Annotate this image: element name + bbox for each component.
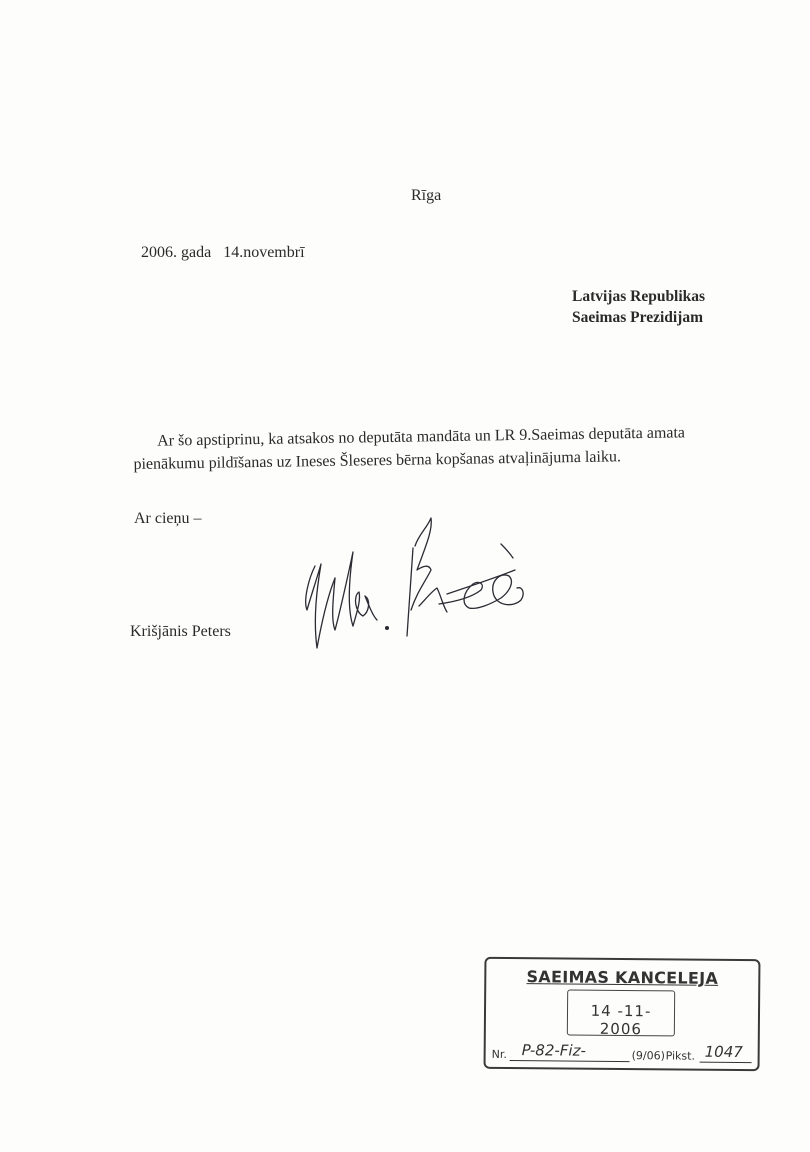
stamp-year-code: (9/06)	[631, 1049, 665, 1063]
stamp-nr-label: Nr.	[491, 1047, 507, 1061]
stamp-nr-underline	[510, 1060, 630, 1062]
city: Rīga	[411, 187, 442, 204]
handwritten-signature	[295, 508, 530, 658]
recipient-line-2: Saeimas Prezidijam	[572, 309, 704, 326]
body-line-1: Ar šo apstiprinu, ka atsakos no deputāta mandāta un LR 9.Saeimas deputāta amata	[157, 424, 686, 450]
sender-name: Krišjānis Peters	[130, 623, 231, 640]
stamp-title: SAEIMAS KANCELEJA	[526, 967, 719, 988]
body-line-2: pienākumu pildīšanas uz Ineses Šleseres bērna kopšanas atvaļinājuma laiku.	[133, 448, 622, 473]
letter-body	[133, 421, 686, 476]
registration-stamp	[484, 957, 761, 1071]
closing: Ar cieņu –	[134, 510, 202, 527]
stamp-registration-line	[492, 1041, 754, 1067]
stamp-pikst-label: Pikst.	[665, 1049, 696, 1063]
stamp-date-box	[567, 990, 675, 1037]
stamp-date: 14 -11- 2006	[590, 1001, 652, 1039]
stamp-nr-value: P-82-Fiz-	[521, 1041, 586, 1060]
recipient-block	[572, 286, 705, 328]
stamp-pikst-underline	[700, 1062, 752, 1063]
stamp-pikst-value: 1047	[704, 1042, 743, 1062]
letter-date: 2006. gada 14.novembrī	[141, 244, 305, 261]
recipient-line-1: Latvijas Republikas	[572, 288, 706, 305]
